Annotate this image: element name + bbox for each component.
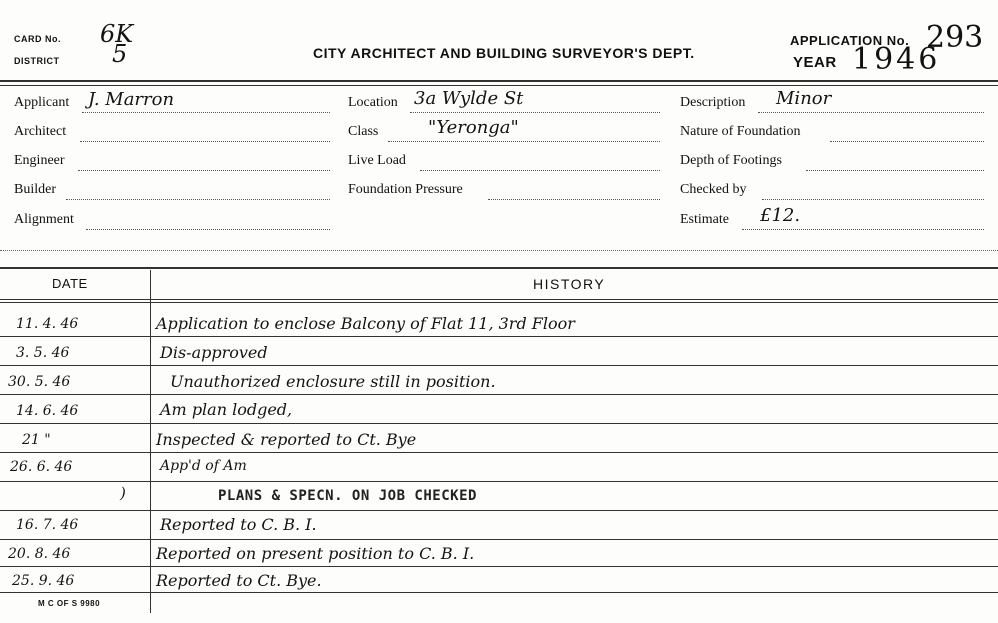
row-entry: App'd of Am xyxy=(160,458,247,474)
row-date: 25. 9. 46 xyxy=(12,573,75,589)
estimate-value: £12. xyxy=(760,205,801,226)
history-column-header: HISTORY xyxy=(533,276,606,292)
engineer-dots xyxy=(78,170,330,171)
foundation-pressure-dots xyxy=(488,199,660,200)
dept-title: CITY ARCHITECT AND BUILDING SURVEYOR'S DEPT. xyxy=(313,45,695,61)
alignment-label: Alignment xyxy=(14,212,74,227)
history-top-rule xyxy=(0,267,998,269)
location-dots xyxy=(410,112,660,113)
form-code: M C OF S 9980 xyxy=(38,599,101,608)
location-label: Location xyxy=(348,95,398,110)
applicant-dots xyxy=(82,112,330,113)
row-date: ) xyxy=(120,484,126,502)
row-rule xyxy=(0,365,998,366)
description-label: Description xyxy=(680,95,746,110)
architect-label: Architect xyxy=(14,124,67,139)
nature-of-foundation-dots xyxy=(830,141,984,142)
row-entry: Inspected & reported to Ct. Bye xyxy=(156,430,417,449)
row-rule xyxy=(0,452,998,453)
year-label: YEAR xyxy=(793,54,837,71)
engineer-label: Engineer xyxy=(14,153,65,168)
row-rule xyxy=(0,394,998,395)
row-rule xyxy=(0,592,998,593)
row-entry: Reported to Ct. Bye. xyxy=(156,571,322,590)
row-entry: Dis-approved xyxy=(160,343,268,362)
application-no-label: APPLICATION No. xyxy=(790,33,910,48)
header-divider xyxy=(0,80,998,82)
row-date: 3. 5. 46 xyxy=(16,345,70,361)
application-no-value: 293 xyxy=(926,20,984,55)
class-value: "Yeronga" xyxy=(428,117,519,138)
card-no-label: CARD No. xyxy=(14,34,61,44)
year-value: 1946 xyxy=(852,42,941,77)
plans-checked-stamp: PLANS & SPECN. ON JOB CHECKED xyxy=(218,488,477,504)
district-value: 5 xyxy=(112,40,128,68)
row-rule xyxy=(0,566,998,567)
district-label: DISTRICT xyxy=(14,56,60,66)
live-load-label: Live Load xyxy=(348,153,406,168)
class-label: Class xyxy=(348,124,379,139)
row-date: 26. 6. 46 xyxy=(10,459,73,475)
nature-of-foundation-label: Nature of Foundation xyxy=(680,124,801,139)
depth-of-footings-label: Depth of Footings xyxy=(680,153,782,168)
class-dots xyxy=(388,141,660,142)
card-no-value: 6K xyxy=(100,20,134,48)
estimate-dots xyxy=(742,229,984,230)
foundation-pressure-label: Foundation Pressure xyxy=(348,182,463,197)
fields-bottom-dots xyxy=(0,250,998,251)
checked-by-label: Checked by xyxy=(680,182,747,197)
row-rule xyxy=(0,539,998,540)
depth-of-footings-dots xyxy=(806,170,984,171)
applicant-label: Applicant xyxy=(14,95,70,110)
alignment-dots xyxy=(86,229,330,230)
row-date: 16. 7. 46 xyxy=(16,517,79,533)
row-entry: Unauthorized enclosure still in position. xyxy=(170,372,496,391)
description-dots xyxy=(758,112,984,113)
row-rule xyxy=(0,336,998,337)
applicant-value: J. Marron xyxy=(88,89,175,110)
row-rule xyxy=(0,423,998,424)
row-date: 30. 5. 46 xyxy=(8,374,71,390)
architect-dots xyxy=(80,141,330,142)
row-date: 11. 4. 46 xyxy=(16,316,79,332)
date-column-header: DATE xyxy=(52,276,88,291)
row-entry: Am plan lodged, xyxy=(160,400,293,419)
builder-dots xyxy=(66,199,330,200)
row-rule xyxy=(0,481,998,482)
row-entry: Reported to C. B. I. xyxy=(160,515,317,534)
row-date: 14. 6. 46 xyxy=(16,403,79,419)
header-divider-thin xyxy=(0,85,998,86)
row-rule xyxy=(0,510,998,511)
builder-label: Builder xyxy=(14,182,56,197)
description-value: Minor xyxy=(776,88,832,109)
row-entry: Application to enclose Balcony of Flat 11, 3rd Floor xyxy=(156,314,575,333)
location-value: 3a Wylde St xyxy=(414,88,524,109)
row-date: 21 " xyxy=(22,432,51,448)
row-entry: Reported on present position to C. B. I. xyxy=(156,544,475,563)
estimate-label: Estimate xyxy=(680,212,729,227)
checked-by-dots xyxy=(762,199,984,200)
row-date: 20. 8. 46 xyxy=(8,546,71,562)
date-column-divider xyxy=(150,270,151,613)
live-load-dots xyxy=(420,170,660,171)
